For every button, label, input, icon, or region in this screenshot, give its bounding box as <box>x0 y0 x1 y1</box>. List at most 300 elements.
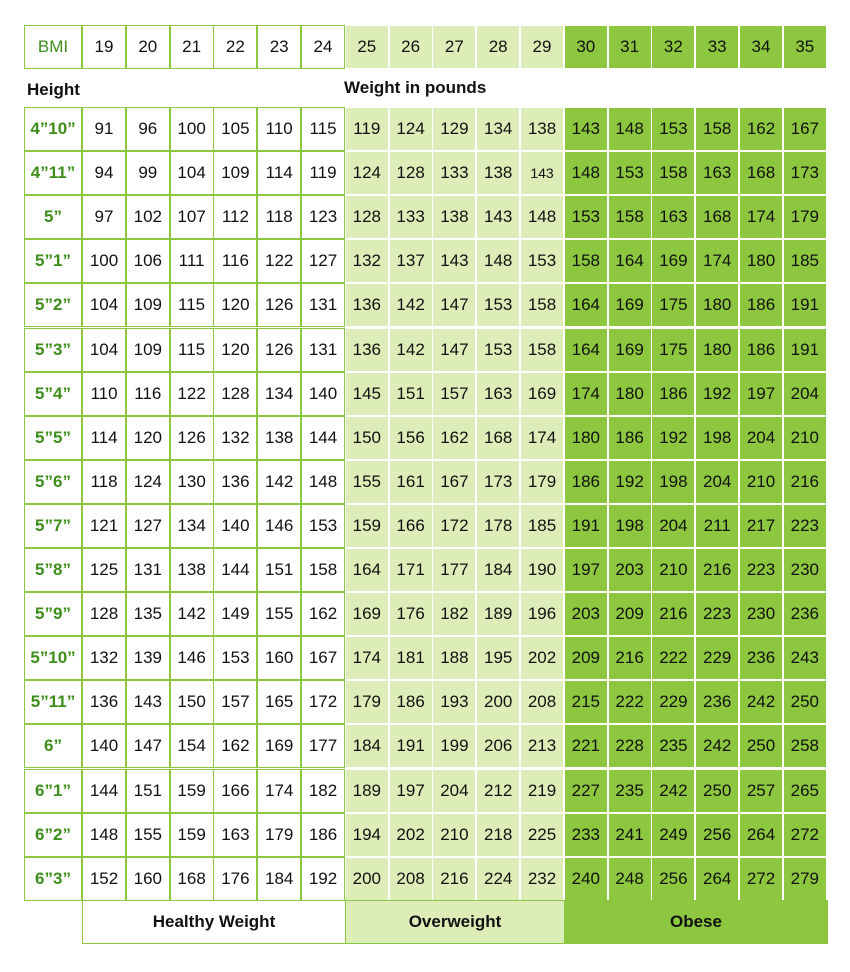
weight-cell: 134 <box>476 107 520 151</box>
weight-cell: 162 <box>301 592 345 636</box>
weight-cell: 185 <box>783 239 827 283</box>
weight-cell: 167 <box>783 107 827 151</box>
weight-cell: 131 <box>301 283 345 327</box>
weight-cell: 162 <box>432 416 476 460</box>
weight-cell: 148 <box>82 813 126 857</box>
weight-cell: 140 <box>213 504 257 548</box>
weight-cell: 180 <box>739 239 783 283</box>
weight-cell: 169 <box>520 372 564 416</box>
weight-cell: 118 <box>82 460 126 504</box>
weight-cell: 225 <box>520 813 564 857</box>
bmi-value-30: 30 <box>564 25 608 69</box>
weight-cell: 216 <box>783 460 827 504</box>
weight-cell: 131 <box>301 328 345 372</box>
weight-cell: 210 <box>432 813 476 857</box>
weight-cell: 192 <box>608 460 652 504</box>
weight-cell: 142 <box>389 283 433 327</box>
weight-cell: 160 <box>126 857 170 901</box>
weight-cell: 179 <box>257 813 301 857</box>
weight-cell: 186 <box>651 372 695 416</box>
weight-cell: 100 <box>82 239 126 283</box>
weight-cell: 143 <box>126 680 170 724</box>
weight-cell: 168 <box>476 416 520 460</box>
weight-cell: 153 <box>651 107 695 151</box>
weight-cell: 204 <box>432 769 476 813</box>
row-height-label: 6”3” <box>24 857 82 901</box>
weight-cell: 158 <box>520 328 564 372</box>
weight-cell: 184 <box>345 724 389 768</box>
weight-cell: 224 <box>476 857 520 901</box>
weight-cell: 169 <box>608 328 652 372</box>
weight-cell: 199 <box>432 724 476 768</box>
weight-cell: 116 <box>126 372 170 416</box>
weight-cell: 173 <box>476 460 520 504</box>
weight-cell: 91 <box>82 107 126 151</box>
weight-cell: 142 <box>389 328 433 372</box>
weight-cell: 174 <box>564 372 608 416</box>
weight-cell: 114 <box>82 416 126 460</box>
weight-cell: 182 <box>432 592 476 636</box>
weight-cell: 169 <box>651 239 695 283</box>
weight-cell: 208 <box>389 857 433 901</box>
weight-cell: 236 <box>695 680 739 724</box>
weight-cell: 210 <box>651 548 695 592</box>
weight-cell: 186 <box>389 680 433 724</box>
bmi-value-35: 35 <box>783 25 827 69</box>
weight-cell: 230 <box>739 592 783 636</box>
weight-cell: 153 <box>608 151 652 195</box>
row-height-label: 5”1” <box>24 239 82 283</box>
weight-cell: 147 <box>432 328 476 372</box>
weight-cell: 167 <box>301 636 345 680</box>
weight-cell: 216 <box>695 548 739 592</box>
weight-cell: 192 <box>301 857 345 901</box>
weight-cell: 162 <box>739 107 783 151</box>
weight-cell: 153 <box>476 328 520 372</box>
weight-cell: 198 <box>608 504 652 548</box>
weight-cell: 109 <box>126 328 170 372</box>
weight-cell: 158 <box>608 195 652 239</box>
bmi-value-26: 26 <box>389 25 433 69</box>
weight-cell: 219 <box>520 769 564 813</box>
bmi-value-31: 31 <box>608 25 652 69</box>
weight-cell: 204 <box>783 372 827 416</box>
weight-cell: 203 <box>564 592 608 636</box>
weight-cell: 112 <box>213 195 257 239</box>
weight-cell: 134 <box>170 504 214 548</box>
weight-cell: 110 <box>82 372 126 416</box>
weight-cell: 122 <box>257 239 301 283</box>
weight-cell: 218 <box>476 813 520 857</box>
weight-cell: 186 <box>608 416 652 460</box>
weight-cell: 138 <box>520 107 564 151</box>
weight-cell: 198 <box>695 416 739 460</box>
weight-cell: 243 <box>783 636 827 680</box>
weight-cell: 265 <box>783 769 827 813</box>
weight-cell: 120 <box>213 283 257 327</box>
weight-cell: 161 <box>389 460 433 504</box>
weight-cell: 191 <box>564 504 608 548</box>
weight-cell: 191 <box>389 724 433 768</box>
row-height-label: 5”7” <box>24 504 82 548</box>
weight-cell: 204 <box>739 416 783 460</box>
weight-cell: 164 <box>345 548 389 592</box>
weight-cell: 195 <box>476 636 520 680</box>
weight-cell: 136 <box>345 328 389 372</box>
weight-cell: 131 <box>126 548 170 592</box>
bmi-value-34: 34 <box>739 25 783 69</box>
weight-cell: 256 <box>695 813 739 857</box>
weight-cell: 136 <box>213 460 257 504</box>
weight-cell: 192 <box>695 372 739 416</box>
weight-heading: Weight in pounds <box>344 78 487 97</box>
weight-cell: 196 <box>520 592 564 636</box>
weight-cell: 248 <box>608 857 652 901</box>
weight-cell: 221 <box>564 724 608 768</box>
weight-cell: 241 <box>608 813 652 857</box>
weight-cell: 223 <box>739 548 783 592</box>
weight-cell: 164 <box>564 283 608 327</box>
weight-cell: 210 <box>783 416 827 460</box>
weight-cell: 188 <box>432 636 476 680</box>
weight-cell: 159 <box>345 504 389 548</box>
weight-cell: 132 <box>345 239 389 283</box>
bmi-value-25: 25 <box>345 25 389 69</box>
weight-cell: 235 <box>608 769 652 813</box>
weight-cell: 174 <box>257 769 301 813</box>
row-height-label: 6”2” <box>24 813 82 857</box>
weight-cell: 177 <box>432 548 476 592</box>
weight-cell: 124 <box>126 460 170 504</box>
weight-cell: 99 <box>126 151 170 195</box>
weight-cell: 140 <box>82 724 126 768</box>
weight-cell: 127 <box>126 504 170 548</box>
weight-cell: 171 <box>389 548 433 592</box>
weight-cell: 94 <box>82 151 126 195</box>
weight-cell: 150 <box>345 416 389 460</box>
weight-cell: 163 <box>213 813 257 857</box>
weight-cell: 172 <box>301 680 345 724</box>
weight-cell: 156 <box>389 416 433 460</box>
weight-cell: 172 <box>432 504 476 548</box>
weight-cell: 136 <box>82 680 126 724</box>
weight-cell: 200 <box>345 857 389 901</box>
legend-overweight: Overweight <box>345 900 565 944</box>
weight-cell: 164 <box>564 328 608 372</box>
weight-cell: 107 <box>170 195 214 239</box>
weight-cell: 222 <box>608 680 652 724</box>
weight-cell: 200 <box>476 680 520 724</box>
bmi-value-28: 28 <box>476 25 520 69</box>
weight-cell: 143 <box>564 107 608 151</box>
weight-cell: 109 <box>126 283 170 327</box>
weight-cell: 236 <box>739 636 783 680</box>
weight-cell: 153 <box>564 195 608 239</box>
weight-cell: 216 <box>432 857 476 901</box>
weight-cell: 164 <box>608 239 652 283</box>
weight-cell: 104 <box>170 151 214 195</box>
weight-cell: 193 <box>432 680 476 724</box>
weight-cell: 206 <box>476 724 520 768</box>
weight-cell: 147 <box>126 724 170 768</box>
weight-cell: 204 <box>695 460 739 504</box>
weight-cell: 250 <box>739 724 783 768</box>
weight-cell: 111 <box>170 239 214 283</box>
weight-cell: 104 <box>82 283 126 327</box>
weight-cell: 208 <box>520 680 564 724</box>
weight-cell: 180 <box>695 283 739 327</box>
weight-cell: 153 <box>476 283 520 327</box>
weight-cell: 155 <box>257 592 301 636</box>
weight-cell: 143 <box>476 195 520 239</box>
weight-cell: 197 <box>739 372 783 416</box>
weight-cell: 140 <box>301 372 345 416</box>
bmi-value-33: 33 <box>695 25 739 69</box>
weight-cell: 173 <box>783 151 827 195</box>
weight-cell: 197 <box>564 548 608 592</box>
weight-cell: 115 <box>170 328 214 372</box>
weight-cell: 153 <box>520 239 564 283</box>
weight-cell: 186 <box>301 813 345 857</box>
weight-cell: 125 <box>82 548 126 592</box>
weight-cell: 217 <box>739 504 783 548</box>
weight-cell: 153 <box>301 504 345 548</box>
weight-cell: 209 <box>608 592 652 636</box>
weight-cell: 258 <box>783 724 827 768</box>
weight-cell: 148 <box>520 195 564 239</box>
weight-cell: 151 <box>257 548 301 592</box>
row-height-label: 5”5” <box>24 416 82 460</box>
weight-cell: 229 <box>651 680 695 724</box>
weight-cell: 240 <box>564 857 608 901</box>
legend-obese: Obese <box>564 900 828 944</box>
weight-cell: 185 <box>520 504 564 548</box>
weight-cell: 157 <box>213 680 257 724</box>
weight-cell: 180 <box>695 328 739 372</box>
bmi-value-24: 24 <box>301 25 345 69</box>
weight-cell: 168 <box>170 857 214 901</box>
weight-cell: 132 <box>82 636 126 680</box>
weight-cell: 119 <box>345 107 389 151</box>
row-height-label: 5”11” <box>24 680 82 724</box>
weight-cell: 250 <box>783 680 827 724</box>
weight-cell: 122 <box>170 372 214 416</box>
weight-cell: 155 <box>345 460 389 504</box>
weight-cell: 169 <box>608 283 652 327</box>
weight-cell: 126 <box>257 328 301 372</box>
bmi-value-19: 19 <box>82 25 126 69</box>
weight-cell: 174 <box>520 416 564 460</box>
bmi-value-27: 27 <box>432 25 476 69</box>
weight-cell: 192 <box>651 416 695 460</box>
weight-cell: 211 <box>695 504 739 548</box>
weight-cell: 138 <box>257 416 301 460</box>
weight-cell: 151 <box>389 372 433 416</box>
weight-cell: 209 <box>564 636 608 680</box>
weight-cell: 118 <box>257 195 301 239</box>
weight-cell: 180 <box>608 372 652 416</box>
height-heading: Height <box>27 80 80 99</box>
weight-cell: 222 <box>651 636 695 680</box>
weight-cell: 174 <box>695 239 739 283</box>
weight-cell: 179 <box>520 460 564 504</box>
weight-cell: 204 <box>651 504 695 548</box>
weight-cell: 242 <box>695 724 739 768</box>
bmi-value-29: 29 <box>520 25 564 69</box>
weight-cell: 202 <box>520 636 564 680</box>
weight-cell: 133 <box>432 151 476 195</box>
row-height-label: 5”9” <box>24 592 82 636</box>
bmi-value-20: 20 <box>126 25 170 69</box>
weight-cell: 210 <box>739 460 783 504</box>
weight-cell: 121 <box>82 504 126 548</box>
weight-cell: 147 <box>432 283 476 327</box>
weight-cell: 139 <box>126 636 170 680</box>
weight-cell: 279 <box>783 857 827 901</box>
weight-cell: 110 <box>257 107 301 151</box>
weight-cell: 272 <box>783 813 827 857</box>
weight-cell: 168 <box>695 195 739 239</box>
weight-cell: 144 <box>82 769 126 813</box>
weight-cell: 153 <box>213 636 257 680</box>
weight-cell: 124 <box>389 107 433 151</box>
weight-cell: 155 <box>126 813 170 857</box>
weight-cell: 174 <box>739 195 783 239</box>
weight-cell: 142 <box>170 592 214 636</box>
weight-cell: 174 <box>345 636 389 680</box>
weight-cell: 223 <box>783 504 827 548</box>
bmi-value-23: 23 <box>257 25 301 69</box>
weight-cell: 148 <box>608 107 652 151</box>
weight-cell: 189 <box>476 592 520 636</box>
weight-cell: 120 <box>213 328 257 372</box>
weight-cell: 166 <box>213 769 257 813</box>
weight-cell: 157 <box>432 372 476 416</box>
weight-cell: 102 <box>126 195 170 239</box>
weight-cell: 159 <box>170 769 214 813</box>
weight-cell: 126 <box>170 416 214 460</box>
weight-cell: 202 <box>389 813 433 857</box>
weight-cell: 104 <box>82 328 126 372</box>
weight-cell: 128 <box>345 195 389 239</box>
weight-cell: 115 <box>170 283 214 327</box>
weight-cell: 132 <box>213 416 257 460</box>
weight-cell: 250 <box>695 769 739 813</box>
weight-cell: 228 <box>608 724 652 768</box>
weight-cell: 144 <box>301 416 345 460</box>
legend-healthy-weight: Healthy Weight <box>82 900 346 944</box>
weight-cell: 120 <box>126 416 170 460</box>
weight-cell: 194 <box>345 813 389 857</box>
weight-cell: 215 <box>564 680 608 724</box>
weight-cell: 97 <box>82 195 126 239</box>
weight-cell: 127 <box>301 239 345 283</box>
weight-cell: 136 <box>345 283 389 327</box>
weight-cell: 186 <box>739 283 783 327</box>
weight-cell: 213 <box>520 724 564 768</box>
weight-cell: 169 <box>257 724 301 768</box>
weight-cell: 129 <box>432 107 476 151</box>
weight-cell: 143 <box>520 151 564 195</box>
weight-cell: 128 <box>389 151 433 195</box>
weight-cell: 179 <box>783 195 827 239</box>
row-height-label: 4”11” <box>24 151 82 195</box>
weight-cell: 106 <box>126 239 170 283</box>
weight-cell: 151 <box>126 769 170 813</box>
weight-cell: 189 <box>345 769 389 813</box>
row-height-label: 4”10” <box>24 107 82 151</box>
weight-cell: 133 <box>389 195 433 239</box>
weight-cell: 230 <box>783 548 827 592</box>
weight-cell: 242 <box>739 680 783 724</box>
weight-cell: 146 <box>170 636 214 680</box>
weight-cell: 128 <box>82 592 126 636</box>
row-height-label: 5”8” <box>24 548 82 592</box>
weight-cell: 158 <box>520 283 564 327</box>
weight-cell: 180 <box>564 416 608 460</box>
row-height-label: 5”10” <box>24 636 82 680</box>
weight-cell: 216 <box>608 636 652 680</box>
weight-cell: 130 <box>170 460 214 504</box>
weight-cell: 119 <box>301 151 345 195</box>
weight-cell: 272 <box>739 857 783 901</box>
bmi-value-22: 22 <box>213 25 257 69</box>
weight-cell: 148 <box>476 239 520 283</box>
weight-cell: 233 <box>564 813 608 857</box>
weight-cell: 152 <box>82 857 126 901</box>
weight-cell: 160 <box>257 636 301 680</box>
weight-cell: 242 <box>651 769 695 813</box>
weight-cell: 256 <box>651 857 695 901</box>
row-height-label: 5”3” <box>24 328 82 372</box>
weight-cell: 158 <box>651 151 695 195</box>
weight-cell: 115 <box>301 107 345 151</box>
weight-cell: 163 <box>476 372 520 416</box>
weight-cell: 109 <box>213 151 257 195</box>
weight-cell: 150 <box>170 680 214 724</box>
weight-cell: 149 <box>213 592 257 636</box>
row-height-label: 6” <box>24 724 82 768</box>
weight-cell: 146 <box>257 504 301 548</box>
weight-cell: 154 <box>170 724 214 768</box>
weight-cell: 203 <box>608 548 652 592</box>
weight-cell: 145 <box>345 372 389 416</box>
weight-cell: 235 <box>651 724 695 768</box>
weight-cell: 158 <box>695 107 739 151</box>
weight-cell: 138 <box>432 195 476 239</box>
weight-cell: 166 <box>389 504 433 548</box>
weight-cell: 264 <box>695 857 739 901</box>
weight-cell: 232 <box>520 857 564 901</box>
weight-cell: 128 <box>213 372 257 416</box>
weight-cell: 249 <box>651 813 695 857</box>
weight-cell: 191 <box>783 328 827 372</box>
weight-cell: 158 <box>301 548 345 592</box>
weight-cell: 148 <box>301 460 345 504</box>
weight-cell: 158 <box>564 239 608 283</box>
weight-cell: 169 <box>345 592 389 636</box>
weight-cell: 176 <box>213 857 257 901</box>
weight-cell: 144 <box>213 548 257 592</box>
weight-cell: 114 <box>257 151 301 195</box>
weight-cell: 165 <box>257 680 301 724</box>
weight-cell: 162 <box>213 724 257 768</box>
weight-cell: 124 <box>345 151 389 195</box>
weight-cell: 176 <box>389 592 433 636</box>
weight-cell: 138 <box>476 151 520 195</box>
weight-cell: 175 <box>651 283 695 327</box>
weight-cell: 257 <box>739 769 783 813</box>
